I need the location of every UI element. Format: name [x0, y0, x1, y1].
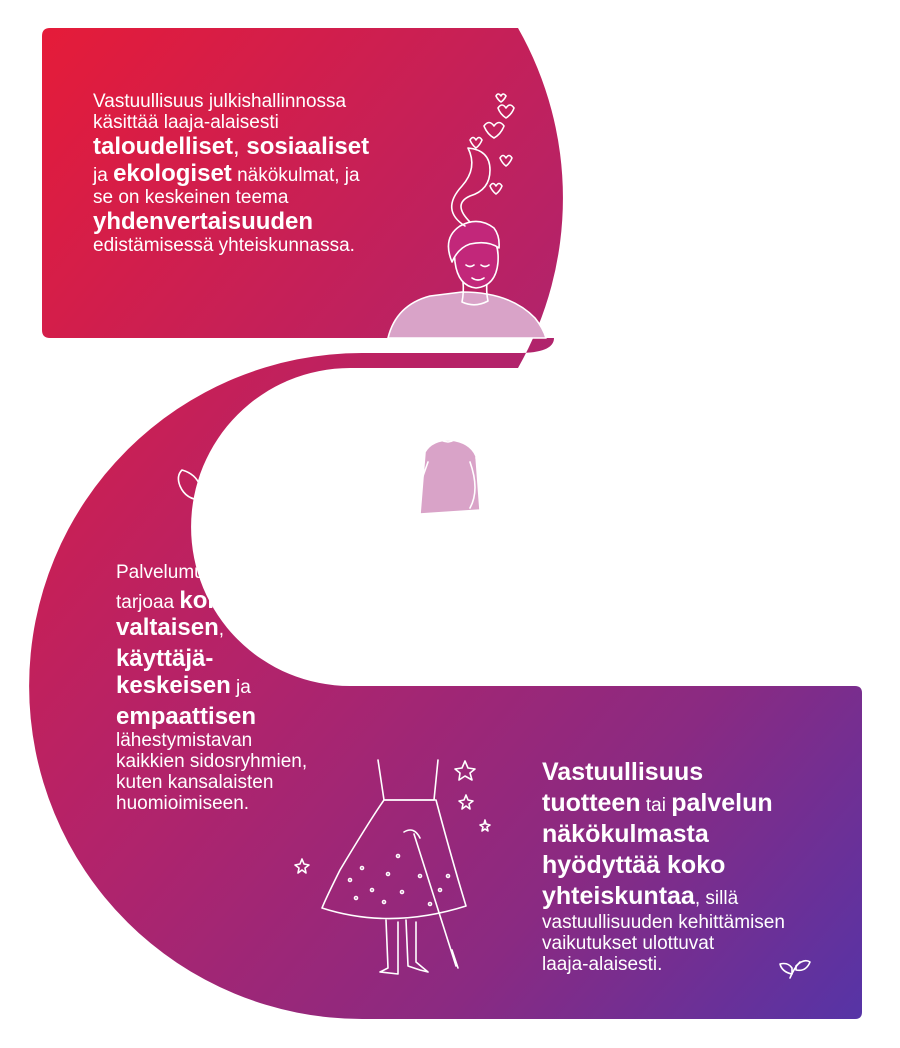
b3-bold: valtaisen [116, 614, 219, 641]
b3-bold: empaattisen [116, 703, 257, 730]
b3-line: , [218, 619, 225, 640]
b2-bold: resursseja [599, 449, 720, 476]
text-block-4 [542, 757, 842, 975]
b4-bold: hyödyttää koko [542, 851, 726, 879]
text-block-3 [116, 562, 356, 814]
b2-line: kansalaisten [599, 380, 705, 401]
b2-line: Vastuullisuuden [599, 278, 732, 299]
b2-line: ja [740, 406, 756, 427]
b3-line: huomioimiseen. [116, 793, 250, 814]
text-block-2 [599, 278, 854, 476]
b4-bold: tuotteen [542, 789, 641, 817]
b3-line: ja [236, 677, 251, 698]
b3-line: kaikkien sidosryhmien, [116, 751, 308, 772]
b3-line: kuten kansalaisten [116, 772, 274, 793]
b4-bold: näkökulmasta [542, 820, 709, 848]
b3-bold: keskeisen [116, 672, 231, 699]
leaf-icon [616, 152, 704, 232]
b1-bold: ekologiset [113, 160, 232, 187]
b1-line: edistämisessä yhteiskunnassa. [93, 235, 355, 256]
b1-line: käsittää laaja-alaisesti [93, 112, 279, 133]
b3-line: Palvelumuotoilu [116, 562, 251, 583]
b2-bold: mainetta [599, 349, 698, 376]
b3-line: tarjoaa [116, 592, 175, 613]
b4-line: tai [645, 795, 666, 816]
b4-line: , sillä [694, 888, 739, 909]
b1-line: se on keskeinen teema [93, 187, 289, 208]
b1-line: ja [93, 165, 108, 186]
b2-line: parantaa organisaation [599, 328, 794, 349]
b4-line: vastuullisuuden kehittämisen [542, 912, 785, 933]
b1-bold: yhdenvertaisuuden [93, 208, 314, 235]
b3-bold: kokonais- [179, 587, 292, 614]
b3-bold: käyttäjä- [116, 645, 214, 672]
b2-line: . [719, 454, 725, 475]
text-block-1 [93, 91, 413, 256]
b2-line: , kasvattaa [697, 354, 790, 375]
b4-bold: palvelun [671, 789, 773, 817]
b4-bold: Vastuullisuus [542, 758, 704, 786]
b4-line: laaja-alaisesti. [542, 954, 663, 975]
b1-sep: , [233, 133, 240, 160]
b1-bold: taloudelliset [93, 133, 234, 160]
wheelchair-user-icon [365, 398, 550, 628]
b4-bold: yhteiskuntaa [542, 882, 695, 910]
b4-line: vaikutukset ulottuvat [542, 933, 715, 954]
b2-line: säästää [599, 428, 666, 449]
b1-line: Vastuullisuus julkishallinnossa [93, 91, 347, 112]
b1-line: näkökulmat, ja [237, 165, 360, 186]
b1-bold: sosiaaliset [246, 133, 370, 160]
b2-line: edistäminen voi [599, 299, 732, 320]
b3-line: lähestymistavan [116, 730, 253, 751]
b2-bold: luottamusta [599, 401, 736, 428]
